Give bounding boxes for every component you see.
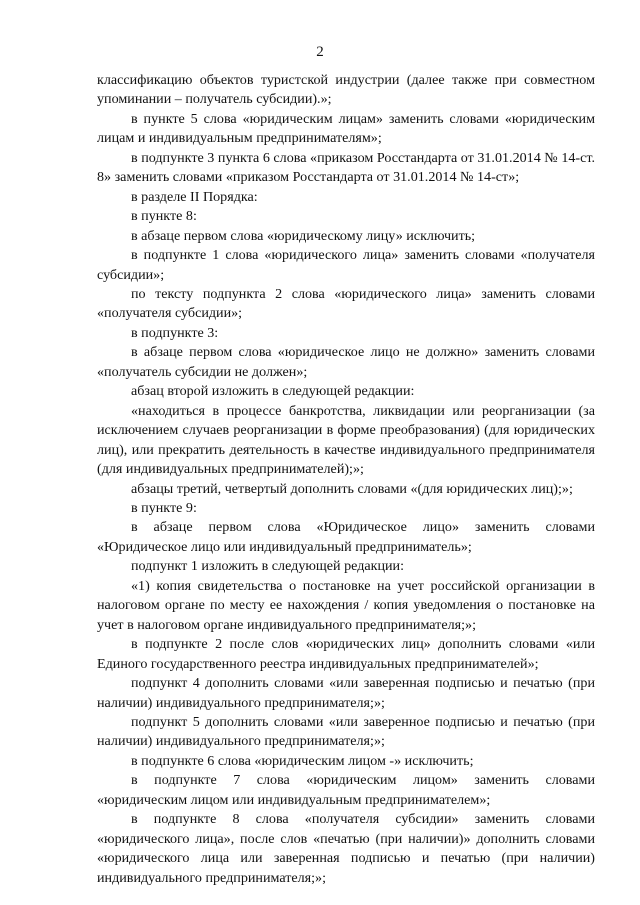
paragraph: в подпункте 1 слова «юридического лица» заменить словами «получателя субсидии»;	[97, 247, 595, 283]
page-number: 2	[316, 44, 324, 60]
paragraph: в подпункте 7 слова «юридическим лицом» заменить словами «юридическим лицом или индивидуальным предпринимателем»;	[97, 772, 595, 808]
paragraph: в абзаце первом слова «юридическому лицу» исключить;	[131, 227, 476, 244]
paragraph: абзацы третий, четвертый дополнить словами «(для юридических лиц);»;	[131, 480, 573, 497]
paragraph: подпункт 4 дополнить словами «или заверенная подписью и печатью (при наличии) индивидуального предпринимателя;»;	[97, 675, 595, 711]
paragraph: подпункт 5 дополнить словами «или заверенное подписью и печатью (при наличии) индивидуального предпринимателя;»;	[97, 713, 595, 750]
paragraph: в пункте 8:	[131, 208, 197, 225]
paragraph: в подпункте 2 после слов «юридических лиц» дополнить словами «или Единого государственного реестра индивидуальных предпринимателей»;	[97, 636, 595, 672]
paragraph: классификацию объектов туристской индустрии (далее также при совместном упоминании – получатель субсидии).»;	[97, 72, 595, 108]
paragraph: «1) копия свидетельства о постановке на учет российской организации в налоговом органе по месту ее нахождения / копия уведомления о постановке на учет в налоговом органе индивидуального предпринимателя;»;	[97, 577, 595, 633]
paragraph: в разделе II Порядка:	[131, 188, 258, 205]
paragraph: в пункте 9:	[131, 499, 197, 516]
paragraph: в подпункте 3 пункта 6 слова «приказом Росстандарта от 31.01.2014 № 14-ст. 8» заменить словами «приказом Росстандарта от 31.01.2014 № 14-ст»;	[97, 149, 595, 186]
paragraph: «находиться в процессе банкротства, ликвидации или реорганизации (за исключением случаев реорганизации в форме преобразования) (для юридических лиц), или прекратить деятельность в качестве индивидуального предпринимателя (для индивидуальных предпринимателей);»;	[97, 402, 595, 478]
paragraph: в подпункте 8 слова «получателя субсидии» заменить словами «юридического лица», после слов «печатью (при наличии)» дополнить словами «юридического лица или заверенная подписью и печатью (при наличии) индивидуального предпринимателя;»;	[97, 811, 595, 886]
document-body	[97, 71, 595, 888]
paragraph: в пункте 5 слова «юридическим лицам» заменить словами «юридическим лицам и индивидуальным предпринимателям»;	[97, 110, 595, 147]
paragraph: в абзаце первом слова «Юридическое лицо» заменить словами «Юридическое лицо или индивидуальный предприниматель»;	[97, 519, 595, 555]
paragraph: в абзаце первом слова «юридическое лицо не должно» заменить словами «получатель субсидии не должен»;	[97, 344, 595, 380]
paragraph: подпункт 1 изложить в следующей редакции:	[131, 558, 405, 575]
paragraph: в подпункте 3:	[131, 324, 219, 341]
paragraph: по тексту подпункта 2 слова «юридического лица» заменить словами «получателя субсидии»;	[97, 285, 595, 322]
paragraph: абзац второй изложить в следующей редакции:	[131, 383, 415, 400]
paragraph: в подпункте 6 слова «юридическим лицом -» исключить;	[131, 752, 474, 769]
